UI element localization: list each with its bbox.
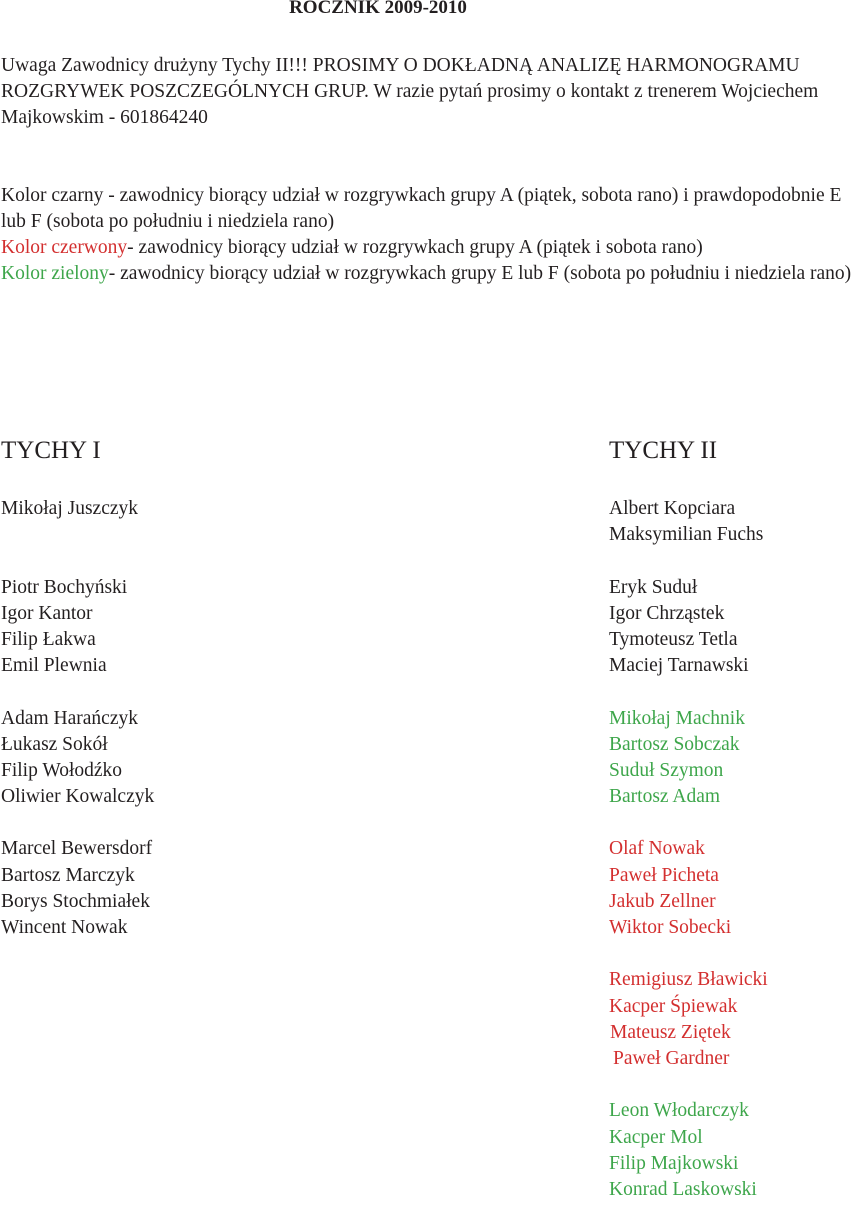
legend-green <box>1 261 853 287</box>
player-name: Oliwier Kowalczyk <box>1 786 155 808</box>
player-group <box>609 496 854 548</box>
player-name: Maciej Tarnawski <box>609 655 749 677</box>
player-name: Jakub Zellner <box>609 890 716 912</box>
player-group-red <box>609 836 854 941</box>
player-name <box>1 522 451 548</box>
player-name: Marcel Bewersdorf <box>1 838 153 860</box>
player-name: Kacper Mol <box>609 1126 703 1148</box>
player-name: Wiktor Sobecki <box>609 917 732 938</box>
legend-green-text: - zawodnicy biorący udział w rozgrywkach grupy E lub F (sobota po południu i niedziela rano) <box>108 263 852 284</box>
player-name: Eryk Suduł <box>609 576 698 598</box>
player-name: Suduł Szymon <box>609 759 724 781</box>
document-title: ROCZNIK 2009-2010 <box>289 0 467 18</box>
player-name: Remigiusz Bławicki <box>609 969 768 991</box>
player-name: Leon Włodarczyk <box>609 1100 749 1122</box>
player-name: Mikołaj Machnik <box>609 707 745 729</box>
player-name: Konrad Laskowski <box>609 1178 757 1200</box>
legend-red-label: Kolor czerwony <box>1 237 128 258</box>
player-group <box>1 575 451 680</box>
player-name: Mateusz Ziętek <box>610 1021 731 1043</box>
legend-red <box>1 235 853 261</box>
player-name: Paweł Gardner <box>613 1047 730 1069</box>
player-group-red <box>609 967 854 1072</box>
player-name: Filip Majkowski <box>609 1152 739 1174</box>
player-group <box>1 706 451 811</box>
legend-red-text: - zawodnicy biorący udział w rozgrywkach grupy A (piątek i sobota rano) <box>127 237 703 258</box>
player-name: Adam Harańczyk <box>1 707 138 729</box>
player-name: Igor Kantor <box>1 602 93 624</box>
player-name: Kacper Śpiewak <box>609 995 738 1017</box>
player-name: Emil Plewnia <box>1 655 107 677</box>
player-name: Bartosz Adam <box>609 786 721 808</box>
player-name: Filip Wołodźko <box>1 759 123 781</box>
team-column-tychy-1 <box>1 436 451 967</box>
player-name: Albert Kopciara <box>609 498 736 519</box>
player-name: Filip Łakwa <box>1 628 96 650</box>
legend-black: Kolor czarny - zawodnicy biorący udział w rozgrywkach grupy A (piątek, sobota rano) i prawdopodobnie E lub F (sobota po południu i niedziela rano) <box>1 185 842 232</box>
player-name: Maksymilian Fuchs <box>609 524 764 546</box>
color-legend <box>1 183 853 287</box>
player-name: Tymoteusz Tetla <box>609 628 738 650</box>
team-title: TYCHY II <box>609 437 718 464</box>
player-group <box>1 836 451 941</box>
player-group-green <box>609 1098 854 1203</box>
player-name: Piotr Bochyński <box>1 576 128 598</box>
legend-green-label: Kolor zielony <box>1 263 109 284</box>
player-name: Bartosz Sobczak <box>609 733 740 755</box>
player-name: Borys Stochmiałek <box>1 890 150 912</box>
player-name: Paweł Picheta <box>609 864 719 886</box>
team-column-tychy-2 <box>609 436 854 1229</box>
player-name: Mikołaj Juszczyk <box>1 498 139 519</box>
player-name: Wincent Nowak <box>1 917 128 938</box>
team-title: TYCHY I <box>1 437 101 464</box>
notice-text: Uwaga Zawodnicy drużyny Tychy II!!! PROSIMY O DOKŁADNĄ ANALIZĘ HARMONOGRAMU ROZGRYWEK POSZCZEGÓLNYCH GRUP. W razie pytań prosimy o kontakt z trenerem Wojciechem Majkowskim - 601864240 <box>1 55 819 128</box>
player-name: Olaf Nowak <box>609 838 705 860</box>
player-group-green <box>609 706 854 811</box>
player-group <box>1 496 451 548</box>
player-group <box>609 575 854 680</box>
player-name: Łukasz Sokół <box>1 733 108 755</box>
player-name: Igor Chrząstek <box>609 602 725 624</box>
player-name: Bartosz Marczyk <box>1 864 135 886</box>
